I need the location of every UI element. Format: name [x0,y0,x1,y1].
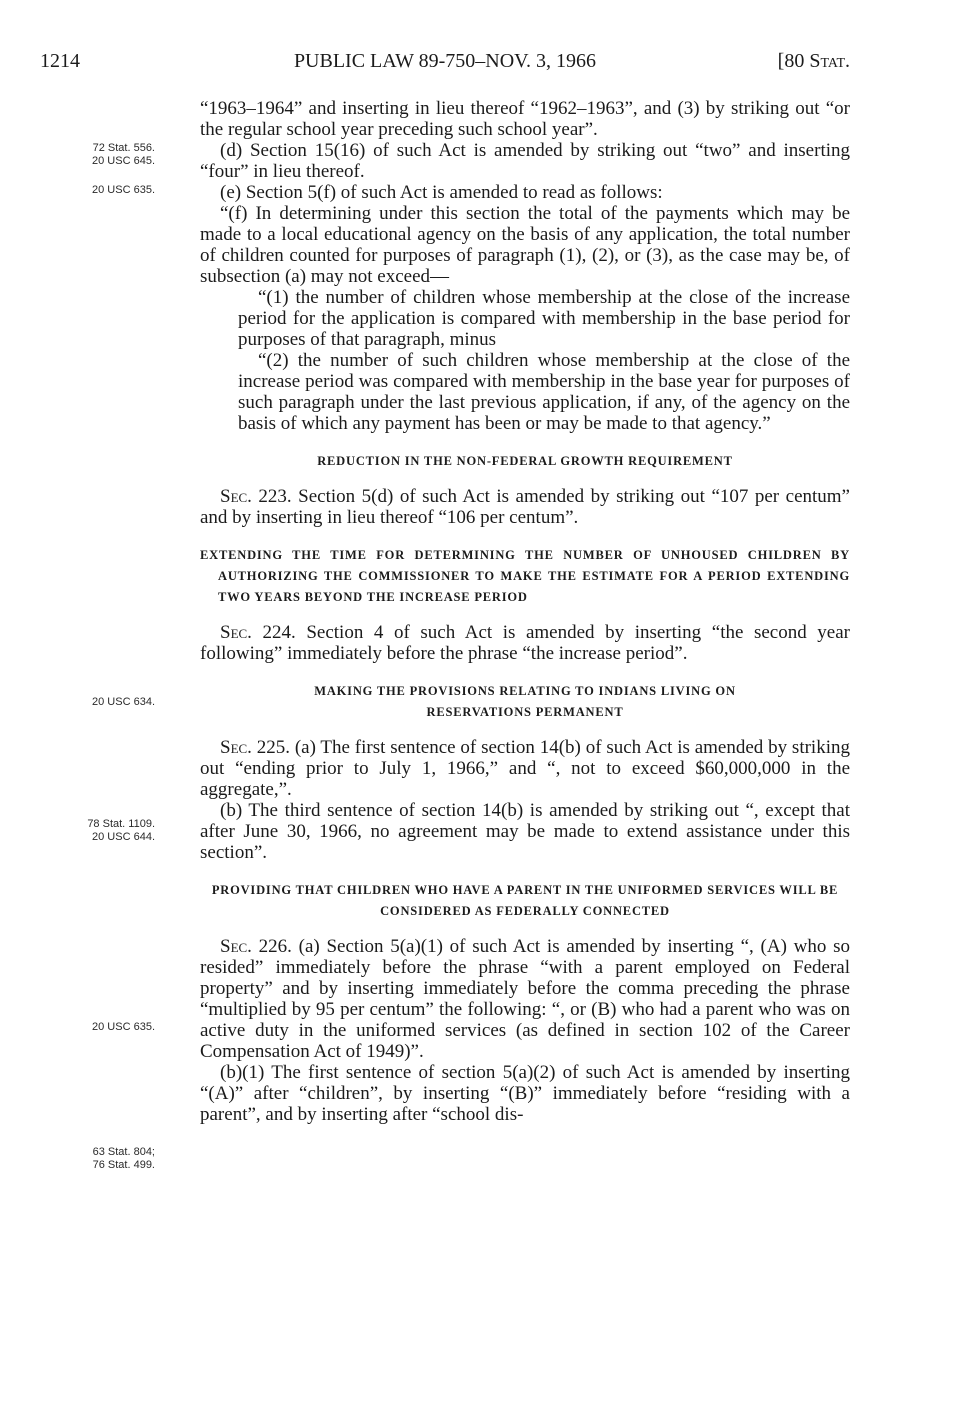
statute-volume-word: Stat. [809,50,850,72]
page-header [40,50,850,78]
paragraph-sec5-f-quote: “(f) In determining under this section the total of the payments which may be made to a local educational agency on the basis of any application, the total number of children counted for purposes of paragraph (1), (2), or (3), as the case may be, of subsection (a) may not exceed— [200,203,850,287]
margin-note-20-usc-645: 20 USC 645. [92,155,155,167]
paragraph-sec5-e: (e) Section 5(f) of such Act is amended to read as follows: [220,182,663,203]
statute-volume-prefix: [80 [777,50,810,72]
paragraph-sec-225 [200,737,850,800]
margin-note-76-stat-499: 76 Stat. 499. [92,1159,155,1171]
margin-note-20-usc-644: 20 USC 644. [92,831,155,843]
page-number: 1214 [40,50,80,72]
paragraph-sec-226 [200,936,850,1062]
paragraph-sec-225-b: (b) The third sentence of section 14(b) is amended by striking out “, except that after June 30, 1966, no agreement may be made to extend assistance under this section”. [200,800,850,863]
margin-note-20-usc-635: 20 USC 635. [92,184,155,196]
paragraph-clause-1: “(1) the number of children whose membership at the close of the increase period for the application is compared with membership in the base period for purposes of that paragraph, minus [238,287,850,350]
paragraph-sec15-d: (d) Section 15(16) of such Act is amended by striking out “two” and inserting “four” in lieu thereof. [200,140,850,182]
paragraph-continuation: “1963–1964” and inserting in lieu thereof “1962–1963”, and (3) by striking out “or the regular school year preceding such school year”. [200,98,850,140]
section-text-226: (a) Section 5(a)(1) of such Act is amended by inserting “, (A) who so resided” immediately before the phrase “with a parent employed on Federal property” and by inserting immediately before the comma preceding the phrase “multiplied by 95 per centum” the following: “, or (B) who had a parent who was on active duty in the uniformed services (as defined in section 102 of the Career Compensation Act of 1949)”. [200,936,850,1062]
margin-note-72-stat-556: 72 Stat. 556. [92,142,155,154]
section-label-223: Sec. 223. [220,486,292,507]
margin-note-78-stat-1109: 78 Stat. 1109. [87,818,155,830]
margin-note-63-stat-804: 63 Stat. 804; [92,1146,155,1158]
section-text-225: (a) The first sentence of section 14(b) of such Act is amended by striking out “ending prior to July 1, 1966,” and “, not to exceed $60,000,000 in the aggregate,”. [200,737,850,800]
running-title: PUBLIC LAW 89-750–NOV. 3, 1966 [293,50,597,72]
paragraph-clause-2: “(2) the number of such children whose membership at the close of the increase period was compared with membership in the base year for purposes of such paragraph under the last previous application, if any, of the agency on the basis of which any payment has been or may be made to that agency.” [238,350,850,434]
section-heading-uniformed-services: PROVIDING THAT CHILDREN WHO HAVE A PARENT IN THE UNIFORMED SERVICES WILL BE CONSIDERED AS FEDERALLY CONNECTED [211,883,839,918]
margin-note-20-usc-635-b: 20 USC 635. [92,1021,155,1033]
statute-volume [778,50,850,73]
section-label-224: Sec. 224. [220,622,296,643]
section-heading-non-federal-growth: REDUCTION IN THE NON-FEDERAL GROWTH REQUIREMENT [317,454,733,468]
paragraph-sec-224 [200,622,850,664]
margin-note-20-usc-634: 20 USC 634. [92,696,155,708]
section-label-225: Sec. 225. [220,737,291,758]
section-label-226: Sec. 226. [220,936,292,957]
document-body [200,98,850,1125]
section-heading-unhoused-children: EXTENDING THE TIME FOR DETERMINING THE NUMBER OF UNHOUSED CHILDREN BY AUTHORIZING THE COMMISSIONER TO MAKE THE ESTIMATE FOR A PERIOD EXTENDING TWO YEARS BEYOND THE INCREASE PERIOD [200,548,850,604]
paragraph-sec-223 [200,486,850,528]
paragraph-sec-226-b: (b)(1) The first sentence of section 5(a)(2) of such Act is amended by inserting “(A)” after “children”, by inserting “(B)” immediately before “residing with a parent”, and by inserting after “school dis- [200,1062,850,1125]
section-heading-indians-reservations: MAKING THE PROVISIONS RELATING TO INDIANS LIVING ON RESERVATIONS PERMANENT [314,684,736,719]
section-text-223: Section 5(d) of such Act is amended by striking out “107 per centum” and by inserting in lieu thereof “106 per centum”. [200,486,850,528]
section-text-224: Section 4 of such Act is amended by inserting “the second year following” immediately before the phrase “the increase period”. [200,622,851,664]
